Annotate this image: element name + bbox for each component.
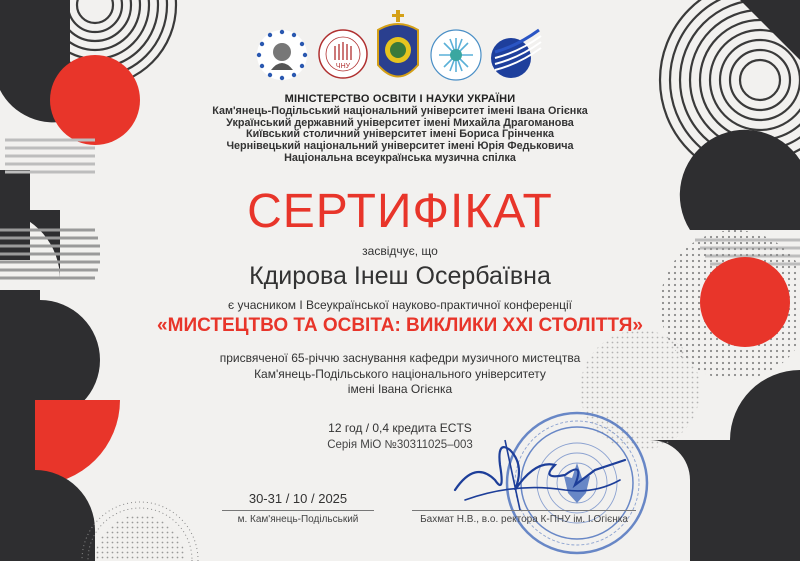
music-wave-logo-icon — [489, 26, 543, 82]
city-label: м. Кам'янець-Подільський — [237, 514, 359, 525]
organization-line: Український державний університет імені Михайла Драгоманова — [226, 116, 574, 129]
dedication-line: Кам'янець-Подільського національного університету — [254, 366, 546, 381]
signer-label: Бахмат Н.В., в.о. ректора К-ПНУ ім. І.Огієнка — [420, 514, 628, 525]
dedication-line: імені Івана Огієнка — [347, 382, 453, 396]
organization-line: Чернівецький національний університет імені Юрія Федьковича — [226, 140, 574, 153]
dedication-text — [0, 351, 800, 398]
organization-line: Київський столичний університет імені Бориса Грінченка — [246, 128, 554, 141]
organizations-list — [0, 106, 800, 165]
participant-text: є учасником І Всеукраїнської науково-практичної конференції — [228, 298, 572, 312]
coat-of-arms-logo-icon — [375, 10, 421, 88]
credits-text: 12 год / 0,4 кредита ECTS — [328, 421, 472, 435]
university-seal-logo-icon — [317, 28, 369, 80]
certificate-title: СЕРТИФІКАТ — [247, 185, 553, 238]
ministry-heading: МІНІСТЕРСТВО ОСВІТИ І НАУКИ УКРАЇНИ — [284, 93, 516, 105]
sunburst-logo-icon — [429, 28, 483, 82]
certifies-text: засвідчує, що — [362, 244, 438, 258]
dedication-line: присвяченої 65-річчю заснування кафедри музичного мистецтва — [219, 351, 581, 365]
organization-line: Національна всеукраїнська музична спілка — [284, 151, 516, 164]
signature-underline — [412, 510, 636, 511]
logo-row — [255, 10, 545, 94]
conference-title: «МИСТЕЦТВО ТА ОСВІТА: ВИКЛИКИ ХХІ СТОЛІТТЯ» — [157, 315, 643, 336]
signature — [445, 420, 635, 520]
svg-text:ЧНУ: ЧНУ — [335, 63, 351, 70]
series-number: Серія МіО №30311025–003 — [327, 439, 473, 451]
organization-line: Кам'янець-Подільський національний університет імені Івана Огієнка — [212, 105, 588, 117]
event-date: 30-31 / 10 / 2025 — [248, 491, 348, 506]
recipient-name: Кдирова Інеш Осербаївна — [249, 262, 551, 290]
date-underline — [222, 510, 374, 511]
star-ring-logo-icon — [255, 28, 309, 82]
